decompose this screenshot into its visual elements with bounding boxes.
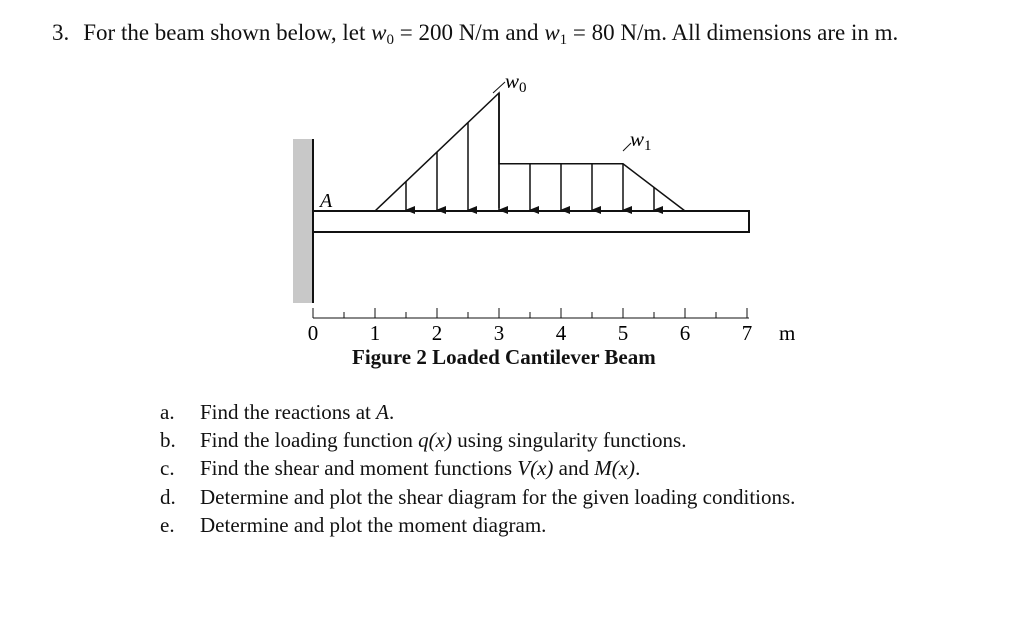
axis-tick-label: 7 (741, 321, 753, 345)
question-parts (160, 398, 795, 539)
axis-tick-label: 0 (307, 321, 319, 345)
question-part-text: Determine and plot the moment diagram. (200, 512, 547, 537)
fixed-wall (293, 139, 313, 303)
problem-intro: For the beam shown below, let (83, 20, 366, 45)
question-part (160, 454, 795, 482)
question-part-text: . (635, 456, 641, 481)
axis-tick-label: 1 (369, 321, 381, 345)
question-part-math: M(x) (594, 456, 636, 481)
question-part-text: Find the reactions at (200, 400, 377, 424)
question-part-text: Determine and plot the shear diagram for the given loading conditions. (200, 484, 796, 509)
question-part (160, 426, 795, 454)
question-part-math: V(x) (517, 456, 554, 481)
question-part-math: A (376, 400, 389, 424)
w1-value: = 80 N/m. (572, 20, 668, 45)
axis-tick-labels (308, 321, 753, 345)
w0-symbol: w (371, 20, 387, 45)
w1-symbol: w (544, 20, 560, 45)
question-part-text: using singularity functions. (451, 428, 687, 453)
beam (313, 211, 749, 232)
axis-tick-label: 5 (617, 321, 629, 345)
question-part-text: . (388, 400, 395, 424)
problem-ending: All dimensions are in m. (671, 20, 899, 45)
axis-tick-label: 2 (431, 321, 443, 345)
axis-unit-label: m (779, 321, 796, 345)
w0-label: w0 (505, 69, 527, 96)
axis-tick-label: 6 (679, 321, 691, 345)
question-part-text: Find the shear and moment functions (200, 456, 518, 481)
w1-label: w1 (630, 127, 652, 154)
figure-caption: Figure 2 Loaded Cantilever Beam (352, 345, 656, 369)
w0-leader-line (493, 82, 505, 93)
question-part-label: c. (160, 456, 175, 481)
question-part-label: e. (160, 512, 175, 537)
question-part-label: b. (160, 428, 176, 453)
question-part-label: a. (160, 400, 175, 424)
axis-ticks (313, 308, 747, 318)
question-part-label: d. (160, 484, 176, 509)
question-part (160, 483, 795, 511)
w1-subscript: 1 (559, 32, 568, 48)
question-part (160, 511, 795, 539)
axis-tick-label: 3 (493, 321, 505, 345)
and-word: and (505, 20, 539, 45)
load-arrows (406, 93, 654, 210)
w0-value: = 200 N/m (399, 20, 500, 45)
question-part-text: Find the loading function (200, 428, 419, 453)
axis-tick-label: 4 (555, 321, 567, 345)
question-part (160, 398, 795, 426)
question-part-text: and (553, 456, 595, 481)
problem-number: 3. (52, 20, 70, 45)
point-a-label: A (320, 190, 333, 212)
w0-subscript: 0 (386, 32, 394, 48)
question-part-math: q(x) (418, 428, 452, 453)
